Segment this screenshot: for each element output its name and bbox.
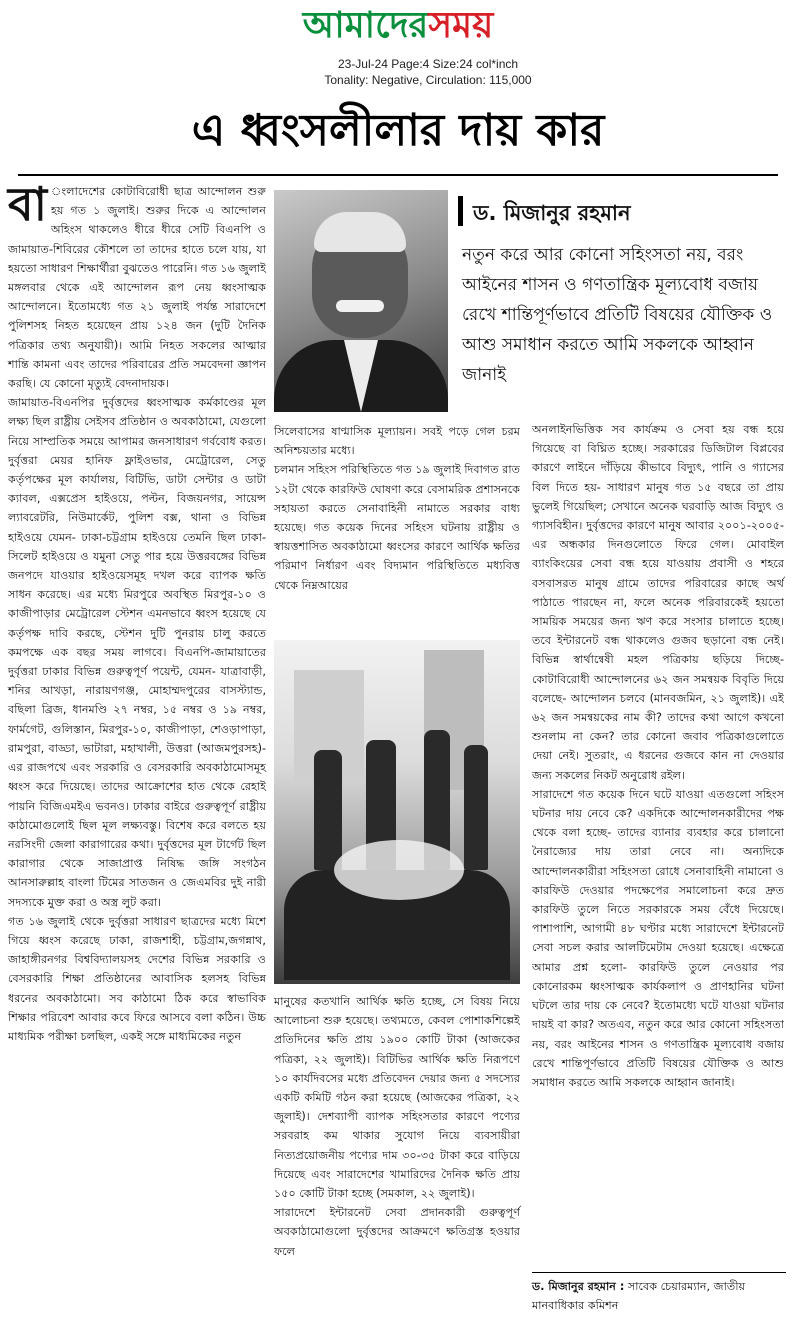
pull-quote: নতুন করে আর কোনো সহিংসতা নয়, বরং আইনের শাসন ও গণতান্ত্রিক মূল্যবোধ বজায় রেখে শান্তিপূর্ণভাবে প্রতিটি বিষয়ের যৌক্তিক ও আশু সমাধান করতে আমি সকলকে আহ্বান জানাই: [462, 245, 773, 385]
logo-part-2: সময়: [428, 4, 494, 46]
clipping-meta-line-1: 23-Jul-24 Page:4 Size:24 col*inch: [337, 57, 519, 71]
column-3-paragraph-1: অনলাইনভিত্তিক সব কার্যক্রম ও সেবা হয় বন্ধ হয়ে গিয়েছে বা বিঘ্নিত হচ্ছে। সরকারের ডিজিটাল বিপ্লবের কারণে লাইনে দাঁড়িয়ে কীভাবে বিদ্যুৎ, পানি ও গ্যাসের বিল দিতে হয়- সাধারণ মানুষ গত ১৫ বছরে তা প্রায় ভুলেই গিয়েছিল; সেখানে অনেক ঘরবাড়ি আজ বিদ্যুৎ ও গ্যাসবিহীন। দুর্বৃত্তদের কারণে মানুষ আবার ২০০১-২০০৫-এর অন্ধকার দিনগুলোতে ফিরে গেল। মোবাইল ব্যাংকিংয়ের সেবা বন্ধ হয়ে যাওয়ায় প্রবাসী ও শহরে বসবাসরত মানুষ গ্রামে তাদের পরিবারের কাছে অর্থ পাঠাতে পারছেন না, ফলে অনেক পরিবারকেই হয়তো সাময়িক সময়ের জন্য ঋণ করে সংসার চালাতে হচ্ছে। তবে ইন্টারনেট বন্ধ থাকলেও গুজব ছড়ানো বন্ধ নেই। বিভিন্ন স্বার্থান্বেষী মহল পত্রিকায় ছড়িয়ে দিচ্ছে- কোটাবিরোধী আন্দোলনের ৬২ জন সমন্বয়ক বিবৃতি দিয়ে বলেছে- আন্দোলন চলবে (মানবজমিন, ২১ জুলাই)। এই ৬২ জন সমন্বয়কের নাম কী? তাদের কথা আগে কখনো শুনলাম না কেন? তার কোনো জবাব পত্রিকাগুলোতে দেয়া নেই। সুতরাং, এ ধরনের গুজবে কান না দেওয়ার জন্য সকলের নিকট অনুরোধ রইল।: [532, 423, 784, 782]
portrait-hair: [314, 212, 406, 252]
author-byline: ড. মিজানুর রহমান: [458, 196, 793, 226]
column-1-paragraph-3: গত ১৬ জুলাই থেকে দুর্বৃত্তরা সাধারণ ছাত্রদের মধ্যে মিশে গিয়ে ধ্বংস করেছে ঢাকা, রাজশাহী, চট্টগ্রাম,জগন্নাথ, জাহাঙ্গীরনগর বিশ্ববিদ্যালয়সহ দেশের বিভিন্ন সরকারি ও বেসরকারি শিক্ষা প্রতিষ্ঠানের আবাসিক হলসহ বিভিন্ন ধরনের অবকাঠামো। সব কাঠামো ঠিক করে স্বাভাবিক শিক্ষার পরিবেশ আবার কবে ফিরে আসবে বলা কঠিন। উচ্চ মাধ্যমিক পরীক্ষা চলছিল, একই সঙ্গে মাধ্যমিকের নতুন: [8, 914, 266, 1043]
article-headline: এ ধ্বংসলীলার দায় কার: [191, 105, 605, 156]
photo-person: [464, 745, 488, 870]
column-2-paragraph-4: সারাদেশে ইন্টারনেট সেবা প্রদানকারী গুরুত্বপূর্ণ অবকাঠামোগুলো দুর্বৃত্তদের আক্রমণে ক্ষতিগ্রস্ত হওয়ার ফলে: [274, 1206, 520, 1258]
portrait-moustache: [336, 300, 384, 312]
newspaper-logo: [262, 2, 534, 48]
photo-person: [314, 750, 342, 870]
photo-fire-glow: [334, 840, 464, 900]
article-column-3: [532, 420, 784, 1092]
headline-rule: [18, 174, 778, 176]
author-footnote-role: সাবেক চেয়ারম্যান, জাতীয় মানবাধিকার কমিশন: [532, 1280, 746, 1312]
column-1-paragraph-1: [8, 177, 266, 393]
article-column-2-bottom: [274, 992, 520, 1261]
column-1-paragraph-1-text: ংলাদেশের কোটাবিরোধী ছাত্র আন্দোলন শুরু হয় গত ১ জুলাই। শুরুর দিকে এ আন্দোলন অহিংস থাকলেও ধীরে ধীরে সেটি বিএনপি ও জামায়াত-শিবিরের কৌশলে তা তাদের হাতে চলে যায়, যা হয়তো সাধারণ শিক্ষার্থীরা বুঝতেও পারেনি। গত ১৬ জুলাই মঙ্গলবার থেকে এই আন্দোলন রূপ নেয় ধ্বংসাত্মক আন্দোলনে। ইতোমধ্যে গত ২১ জুলাই পর্যন্ত সারাদেশে পুলিশসহ নিহত হয়েছেন প্রায় ১২৪ জন (দুটি দৈনিক পত্রিকার তথ্য অনুযায়ী)। আমি নিহত সকলের আত্মার শান্তি কামনা এবং তাদের পরিবারের প্রতি সমবেদনা জ্ঞাপন করছি। যে কোনো মৃত্যুই বেদনাদায়ক।: [8, 185, 266, 391]
drop-cap: বা: [8, 177, 47, 231]
author-footnote: [532, 1272, 786, 1315]
article-column-1: [8, 177, 266, 1317]
column-1-paragraph-2: জামায়াত-বিএনপির দুর্বৃত্তদের ধ্বংসাত্মক কর্মকাণ্ডের মূল লক্ষ্য ছিল রাষ্ট্রীয় সেইসব প্রতিষ্ঠান ও অবকাঠামো, যেগুলো নিয়ে সাম্প্রতিক সময়ে আপামর জনসাধারণ গর্ববোধ করত। দুর্বৃত্তরা মেয়র হানিফ ফ্লাইওভার, মেট্রোরেল, সেতু কর্তৃপক্ষের মূল কার্যালয়, বিটিভি, ডাটা সেন্টার ও ডাটা ক্যাবল, এক্সপ্রেস হাইওয়ে, পল্টন, বিজয়নগর, সায়েন্স ল্যাবরেটরি, নিউমার্কেট, পুলিশ বক্স, থানা ও বিভিন্ন হাইওয়ে যেমন- ঢাকা-চট্টগ্রাম হাইওয়ে তেমনি ছিল ঢাকা-সিলেট হাইওয়ে ও যমুনা সেতু পার হয়ে উত্তরবঙ্গের বিভিন্ন জনপদে যাওয়ার হাইওয়েসমূহ দখল করে ব্যাপক ক্ষতি সাধন করেছে। এর মধ্যে মিরপুরে অবস্থিত মিরপুর-১০ ও কাজীপাড়ার মেট্রোরেল স্টেশন এমনভাবে ধ্বংস হয়েছে যে কর্তৃপক্ষ দাবি করছে, স্টেশন দুটি পুনরায় চালু করতে কমপক্ষে এক বছর সময় লাগবে। বিএনপি-জামায়াতের দুর্বৃত্তরা ঢাকার বিভিন্ন গুরুত্বপূর্ণ পয়েন্ট, যেমন- যাত্রাবাড়ী, শনির আখড়া, নারায়ণগঞ্জ, মোহাম্মদপুরের বাসস্ট্যান্ড, বছিলা ব্রিজ, ধানমণ্ডি ২৭ নম্বর, ১৫ নম্বর ও ১৯ নম্বর, ফার্মগেট, গুলিস্তান, মিরপুর-১০, কাজীপাড়া, শেওড়াপাড়া, রামপুরা, বাড্ডা, ভাটারা, মহাখালী, উত্তরা (আজমপুরসহ)-এর রাজপথে এবং সরকারি ও বেসরকারি অবকাঠামোসমূহ ধ্বংস করে দিয়েছে। তাদের আক্রোশের হাত থেকে রেহাই পায়নি বিজিএমইএ ভবনও। ঢাকার বাইরে গুরুত্বপূর্ণ রাষ্ট্রীয় কাঠামোগুলোই ছিল মূল লক্ষ্যবস্তু। বিশেষ করে বলতে হয় নরসিংদী জেলা কারাগারের কথা। দুর্বৃত্তদের মূল টার্গেট ছিল কারাগার থেকে সাজাপ্রাপ্ত নিষিদ্ধ জঙ্গি সংগঠন আনসারুল্লাহ বাংলা টিমের সাতজন ও জেএমবির দুই নারী সদস্যকে মুক্ত করা ও অস্ত্র লুট করা।: [8, 396, 266, 909]
author-footnote-name: ড. মিজানুর রহমান :: [532, 1280, 625, 1293]
author-portrait: [274, 190, 448, 412]
clipping-meta: [298, 56, 558, 88]
article-column-2-top: [274, 422, 520, 595]
clipping-meta-line-2: Tonality: Negative, Circulation: 115,000: [324, 73, 532, 87]
column-2-paragraph-1: সিলেবাসের ষাণ্মাসিক মূল্যায়ন। সবই পড়ে গেল চরম অনিশ্চয়তার মধ্যে।: [274, 425, 520, 458]
logo-part-1: আমাদের: [302, 4, 429, 46]
column-2-paragraph-3: মানুষের কতখানি আর্থিক ক্ষতি হচ্ছে, সে বিষয় নিয়ে আলোচনা শুরু হয়েছে। তথ্যমতে, কেবল পোশাকশিল্পেই প্রতিদিনের ক্ষতি প্রায় ১৯০০ কোটি টাকা (আজকের পত্রিকা, ২২ জুলাই)। বিটিভির আর্থিক ক্ষতি নিরূপণে ১০ কার্যদিবসের মধ্যে প্রতিবেদন দেয়ার জন্য ৫ সদস্যের একটি কমিটি গঠন করা হয়েছে (আজকের পত্রিকা, ২২ জুলাই)। দেশব্যাপী ব্যাপক সহিংসতার কারণে পণ্যের সরবরাহ কম থাকার সুযোগ নিয়ে ব্যবসায়ীরা নিত্যপ্রয়োজনীয় পণ্যের দাম ৩০-৩৫ টাকা করে বাড়িয়ে দিয়েছে এবং সারাদেশের খামারিদের দৈনিক ক্ষতি প্রায় ১৫০ কোটি টাকা হচ্ছে (সমকাল, ২২ জুলাই)।: [274, 995, 520, 1201]
column-2-paragraph-2: চলমান সহিংস পরিস্থিতিতে গত ১৯ জুলাই দিবাগত রাত ১২টা থেকে কারফিউ ঘোষণা করে বেসামরিক প্রশাসনকে সহায়তা করতে সেনাবাহিনী নামাতে সরকার বাধ্য হয়েছে। গত কয়েক দিনের সহিংস ঘটনায় রাষ্ট্রীয় ও স্বায়ত্তশাসিত অবকাঠামো ধ্বংসের কারণে আর্থিক ক্ষতির পরিমাণ নির্ধারণ এবং বিদ্যমান পরিস্থিতিতে মধ্যবিত্ত থেকে নিম্নআয়ের: [274, 463, 520, 592]
column-3-paragraph-2: সারাদেশে গত কয়েক দিনে ঘটে যাওয়া এতগুলো সহিংস ঘটনার দায় নেবে কে? একদিকে আন্দোলনকারীদের পক্ষ থেকে বলা হচ্ছে- তাদের ব্যানার ব্যবহার করে চালানো নৈরাজ্যের দায় তারা নেবে না। অন্যদিকে আন্দোলনকারীরা সহিংসতা রোধে সেনাবাহিনী নামানো ও কারফিউ দেওয়ার পদক্ষেপের সমালোচনা করে দ্রুত কারফিউ তুলে নিতে সরকারকে সময় বেঁধে দিয়েছে। পাশাপাশি, আগামী ৪৮ ঘণ্টার মধ্যে সারাদেশে ইন্টারনেট সেবা সচল করার আলটিমেটাম দেওয়া হয়েছে। এক্ষেত্রে আমার প্রশ্ন হলো- কারফিউ তুলে নেওয়ার পর কোনোরকম ধ্বংসাত্মক কার্যকলাপ ও প্রাণহানির ঘটনা ঘটলে তার দায় কে নেবে? ইতোমধ্যে ঘটে যাওয়া ঘটনার দায়ই বা কার? অতএব, নতুন করে আর কোনো সহিংসতা নয়, বরং আইনের শাসন ও গণতান্ত্রিক মূল্যবোধ বজায় রেখে শান্তিপূর্ণভাবে প্রতিটি বিষয়ের যৌক্তিক ও আশু সমাধান করতে আমি সকলকে আহ্বান জানাই।: [532, 787, 784, 1089]
protest-photo: [274, 640, 520, 984]
